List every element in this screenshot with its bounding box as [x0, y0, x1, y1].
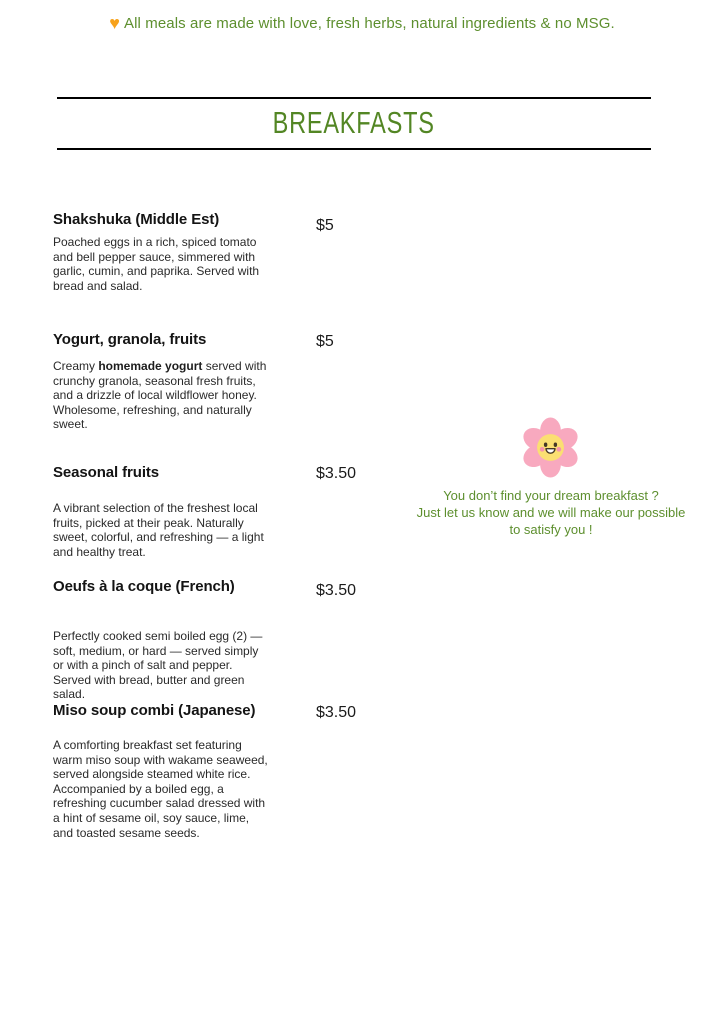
menu-item-description: Perfectly cooked semi boiled egg (2) — soft, medium, or hard — served simply or with a pinch of salt and pepper. Served with bread, butter and green salad. — [53, 629, 263, 702]
description-suffix: served with crunchy granola, seasonal fresh fruits, and a drizzle of local wildflower honey. Wholesome, refreshing, and naturally sweet. — [53, 359, 267, 432]
menu-item-name: Seasonal fruits — [53, 464, 160, 481]
aside-message-line: Just let us know and we will make our possible — [416, 505, 686, 520]
menu-item-price: $3.50 — [316, 582, 357, 599]
menu-item-price: $3.50 — [316, 704, 357, 721]
menu-item-description: A vibrant selection of the freshest local fruits, picked at their peak. Naturally sweet, colorful, and refreshing — a light and healthy treat. — [53, 501, 264, 559]
menu-item-name: Yogurt, granola, fruits — [53, 331, 207, 348]
menu-item-price: $5 — [316, 333, 334, 350]
menu-item-miso-soup — [53, 702, 269, 840]
menu-item-yogurt-granola — [53, 331, 269, 432]
menu-item-oeufs-coque — [53, 578, 269, 702]
smiling-flower-icon — [520, 417, 581, 478]
header-divider-bottom — [57, 148, 651, 150]
top-note-text: All meals are made with love, fresh herbs, natural ingredients & no MSG. — [124, 15, 615, 32]
top-note — [0, 13, 724, 34]
menu-item-shakshuka — [53, 211, 269, 293]
menu-item-description: Poached eggs in a rich, spiced tomato and bell pepper sauce, simmered with garlic, cumin, and paprika. Served with bread and salad. — [53, 235, 260, 293]
menu-item-description — [53, 359, 269, 432]
section-title — [57, 103, 651, 143]
menu-item-description: A comforting breakfast set featuring warm miso soup with wakame seaweed, served alongside steamed white rice. Accompanied by a boiled egg, a refreshing cucumber salad dressed with a hint of sesame oil, soy sauce, lime, and toasted sesame seeds. — [53, 738, 268, 840]
orange-heart-icon: ♥ — [109, 13, 121, 33]
description-bold: homemade yogurt — [98, 359, 203, 373]
aside-message-line: to satisfy you ! — [509, 522, 593, 537]
menu-item-price: $5 — [316, 217, 334, 234]
aside-message-line: You don’t find your dream breakfast ? — [443, 488, 659, 503]
menu-item-seasonal-fruits — [53, 464, 269, 559]
menu-item-name: Oeufs à la coque (French) — [53, 578, 235, 595]
menu-item-name: Shakshuka (Middle Est) — [53, 211, 220, 228]
description-prefix: Creamy — [53, 359, 99, 373]
aside-message — [404, 487, 698, 538]
menu-item-price: $3.50 — [316, 465, 357, 482]
header-divider-top — [57, 97, 651, 99]
section-title-text: BREAKFASTS — [272, 105, 436, 140]
menu-item-name: Miso soup combi (Japanese) — [53, 702, 256, 719]
